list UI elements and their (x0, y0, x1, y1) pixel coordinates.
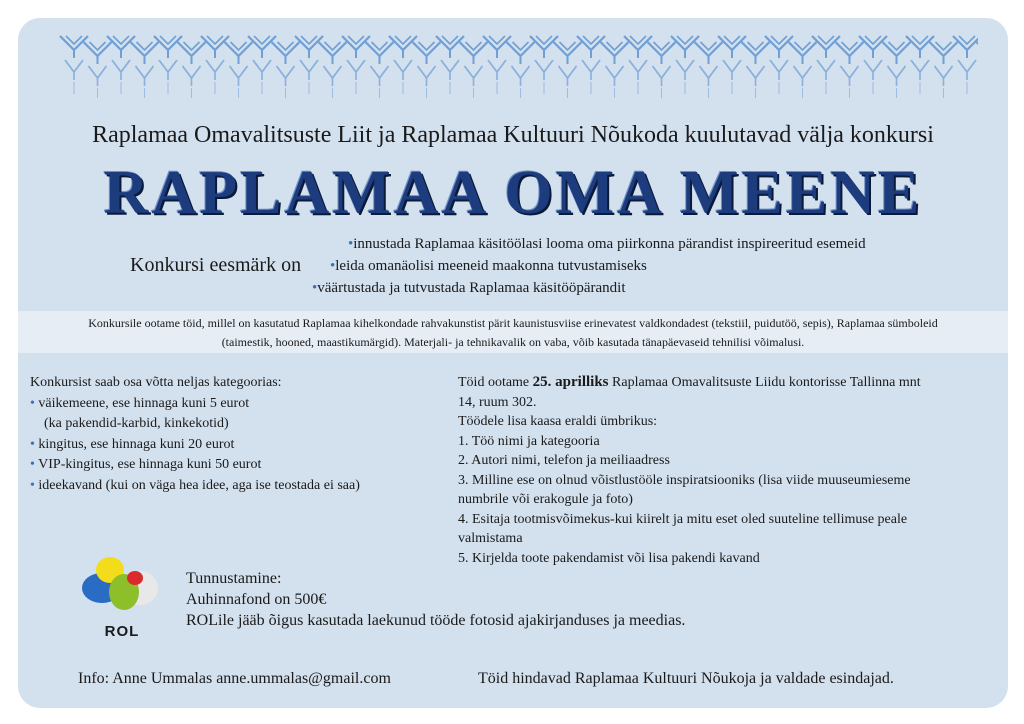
prize-heading: Tunnustamine: (186, 570, 282, 587)
pattern-motif (131, 42, 159, 98)
pattern-motif (154, 36, 182, 94)
rol-logo (74, 546, 170, 642)
pattern-motif (366, 42, 394, 98)
pattern-motif (530, 36, 558, 94)
jury-info: Töid hindavad Raplamaa Kultuuri Nõukoja ja valdade esindajad. (478, 670, 894, 687)
pattern-motif (836, 42, 864, 98)
categories-section (30, 373, 450, 496)
category-item: • ideekavand (kui on väga hea idee, aga ise teostada ei saa) (30, 477, 360, 493)
pattern-motif (577, 36, 605, 94)
bullet-icon: • (330, 258, 336, 274)
page-title: RAPLAMAA OMA MEENE (103, 159, 923, 227)
attachments-heading: Töödele lisa kaasa eraldi ümbrikus: (458, 414, 658, 429)
pattern-motif (906, 36, 934, 94)
bullet-icon: • (30, 457, 39, 472)
pattern-motif (765, 36, 793, 94)
pattern-motif (554, 42, 582, 98)
folk-pattern-border (58, 32, 978, 98)
pattern-motif (977, 42, 979, 98)
goal-item: •väärtustada ja tutvustada Raplamaa käsitööpärandit (312, 280, 626, 296)
pattern-motif (319, 42, 347, 98)
pattern-motif (248, 36, 276, 94)
pattern-motif (742, 42, 770, 98)
pattern-motif (507, 42, 535, 98)
attachment-item: 1. Töö nimi ja kategooria (458, 433, 600, 449)
pattern-motif (272, 42, 300, 98)
pattern-motif (60, 36, 88, 94)
pattern-motif (883, 42, 911, 98)
categories-heading: Konkursist saab osa võtta neljas kategoorias: (30, 375, 282, 390)
description-line: (taimestik, hooned, maastikumärgid). Materjali- ja tehnikavalik on vaba, võib kasutada tänapäevaseid tehnilisi võimalusi. (221, 335, 805, 349)
bullet-icon: • (30, 395, 39, 411)
pattern-motif (671, 36, 699, 94)
submission-section (458, 373, 978, 568)
pattern-motif (460, 42, 488, 98)
prize-section (186, 568, 685, 631)
pattern-motif (342, 36, 370, 94)
category-note: (ka pakendid-karbid, kinkekotid) (44, 416, 229, 431)
pattern-motif (601, 42, 629, 98)
pattern-motif (859, 36, 887, 94)
submission-address: 14, ruum 302. (458, 394, 537, 410)
attachment-item: valmistama (458, 531, 523, 546)
logo-text: ROL (104, 623, 140, 640)
pattern-motif (201, 36, 229, 94)
pattern-motif (718, 36, 746, 94)
pattern-motif (178, 42, 206, 98)
pattern-motif (107, 36, 135, 94)
category-item: • väikemeene, ese hinnaga kuni 5 eurot (30, 395, 250, 411)
intro-heading: Raplamaa Omavalitsuste Liit ja Raplamaa Kultuuri Nõukoda kuulutavad välja konkursi (92, 122, 934, 148)
bullet-icon: • (312, 280, 318, 296)
pattern-motif (225, 42, 253, 98)
pattern-motif (84, 42, 112, 98)
pattern-motif (953, 36, 978, 94)
pattern-motif (624, 36, 652, 94)
attachment-item: numbrile või erakogule ja foto) (458, 492, 633, 507)
attachment-item: 5. Kirjelda toote pakendamist või lisa pakendi kavand (458, 550, 760, 566)
attachment-item: 4. Esitaja tootmisvõimekus-kui kiirelt ja mitu eset oled suuteline tellimuse peale (458, 511, 908, 527)
photo-rights: ROLile jääb õigus kasutada laekunud tööde fotosid ajakirjanduses ja meedias. (186, 612, 686, 629)
category-item: • VIP-kingitus, ese hinnaga kuni 50 eurot (30, 457, 262, 472)
category-item: • kingitus, ese hinnaga kuni 20 eurot (30, 436, 235, 452)
poster-card (18, 18, 1008, 708)
pattern-motif (295, 36, 323, 94)
pattern-motif (483, 36, 511, 94)
submission-intro: Töid ootame 25. aprilliks Raplamaa Omavalitsuste Liidu kontorisse Tallinna mnt (458, 374, 921, 390)
pattern-motif (436, 36, 464, 94)
bullet-icon: • (348, 236, 354, 252)
pattern-motif (930, 42, 958, 98)
goal-item: •leida omanäolisi meeneid maakonna tutvustamiseks (330, 258, 647, 274)
prize-fund: Auhinnafond on 500€ (186, 591, 327, 608)
goal-item: •innustada Raplamaa käsitöölasi looma oma piirkonna pärandist inspireeritud esemeid (348, 236, 866, 252)
contact-info: Info: Anne Ummalas anne.ummalas@gmail.com (78, 670, 391, 687)
bullet-icon: • (30, 436, 39, 452)
bullet-icon: • (30, 477, 39, 493)
attachment-item: 2. Autori nimi, telefon ja meiliaadress (458, 453, 670, 468)
attachment-item: 3. Milline ese on olnud võistlustööle inspiratsiooniks (lisa viide muuseumieseme (458, 472, 911, 488)
pattern-motif (789, 42, 817, 98)
goals-label: Konkursi eesmärk on (130, 254, 302, 276)
pattern-motif (695, 42, 723, 98)
description-band (18, 311, 1008, 353)
pattern-motif (389, 36, 417, 94)
description-line: Konkursile ootame töid, millel on kasutatud Raplamaa kihelkondade rahvakunstist pärit kaunistusviise erinevatest valdkondadest (tekstiil, puidutöö, sepis), Raplamaa sümboleid (88, 316, 938, 330)
pattern-motif (413, 42, 441, 98)
deadline-date: 25. aprilliks (532, 374, 609, 390)
pattern-motif (812, 36, 840, 94)
pattern-motif (648, 42, 676, 98)
